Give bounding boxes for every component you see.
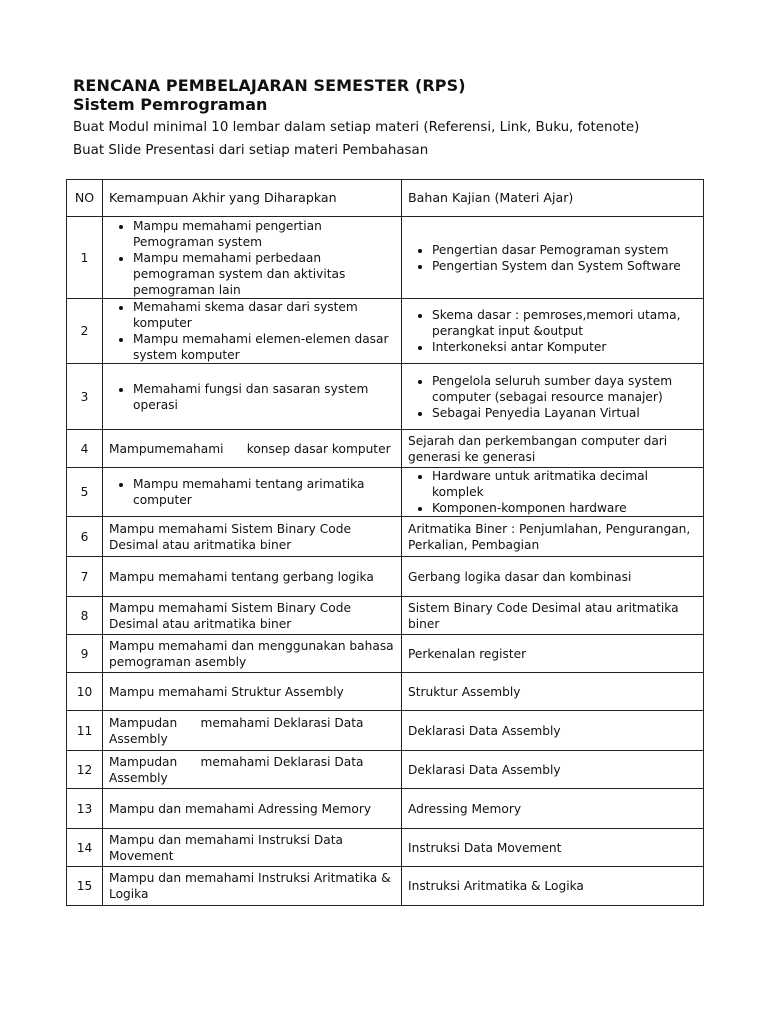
header-kemampuan: Kemampuan Akhir yang Diharapkan bbox=[103, 180, 402, 217]
cell-text: Instruksi Data Movement bbox=[408, 840, 562, 855]
bullet-item: • Mampu memahami tentang arimatika computer bbox=[133, 476, 395, 508]
bullet-item: • Memahami fungsi dan sasaran system operasi bbox=[133, 381, 395, 413]
bahan-kajian-cell bbox=[402, 364, 704, 430]
row-number: 7 bbox=[67, 557, 103, 597]
kemampuan-cell bbox=[103, 557, 402, 597]
cell-text: Mampumemahami konsep dasar komputer bbox=[109, 441, 391, 456]
table-row bbox=[67, 789, 704, 829]
table-row bbox=[67, 517, 704, 557]
kemampuan-cell bbox=[103, 217, 402, 299]
bahan-kajian-cell bbox=[402, 673, 704, 711]
kemampuan-cell bbox=[103, 635, 402, 673]
table-row bbox=[67, 635, 704, 673]
row-number: 2 bbox=[67, 299, 103, 364]
bullet-item: • Mampu memahami pengertian Pemograman system bbox=[133, 218, 395, 250]
kemampuan-cell bbox=[103, 364, 402, 430]
table-row bbox=[67, 751, 704, 789]
kemampuan-cell bbox=[103, 430, 402, 468]
cell-text: Mampu memahami Sistem Binary Code Desimal atau aritmatika biner bbox=[109, 521, 355, 552]
bullet-list bbox=[109, 299, 395, 363]
kemampuan-cell bbox=[103, 299, 402, 364]
bullet-item: • Memahami skema dasar dari system komputer bbox=[133, 299, 395, 331]
row-number: 5 bbox=[67, 468, 103, 517]
table-row bbox=[67, 597, 704, 635]
table-row bbox=[67, 468, 704, 517]
document-title: RENCANA PEMBELAJARAN SEMESTER (RPS) bbox=[73, 76, 466, 95]
cell-text: Deklarasi Data Assembly bbox=[408, 723, 561, 738]
kemampuan-cell bbox=[103, 751, 402, 789]
table-header-row bbox=[67, 180, 704, 217]
document-subtitle: Sistem Pemrograman bbox=[73, 95, 268, 114]
rps-table bbox=[66, 179, 704, 906]
instruction-note: Buat Modul minimal 10 lembar dalam setiap materi (Referensi, Link, Buku, fotenote) bbox=[73, 120, 640, 135]
cell-text: Sejarah dan perkembangan computer dari generasi ke generasi bbox=[408, 433, 672, 464]
bullet-item: • Pengertian dasar Pemograman system bbox=[432, 242, 697, 258]
row-number: 10 bbox=[67, 673, 103, 711]
table-row bbox=[67, 430, 704, 468]
bahan-kajian-cell bbox=[402, 789, 704, 829]
bullet-list bbox=[408, 242, 697, 274]
instruction-note: Buat Slide Presentasi dari setiap materi Pembahasan bbox=[73, 143, 429, 158]
bullet-list bbox=[109, 381, 395, 413]
bahan-kajian-cell bbox=[402, 635, 704, 673]
cell-text: Mampu memahami Struktur Assembly bbox=[109, 684, 344, 699]
bahan-kajian-cell bbox=[402, 751, 704, 789]
table-row bbox=[67, 673, 704, 711]
kemampuan-cell bbox=[103, 468, 402, 517]
cell-text: Perkenalan register bbox=[408, 646, 527, 661]
cell-text: Gerbang logika dasar dan kombinasi bbox=[408, 569, 632, 584]
cell-text: Mampu dan memahami Adressing Memory bbox=[109, 801, 372, 816]
kemampuan-cell bbox=[103, 597, 402, 635]
cell-text: Aritmatika Biner : Penjumlahan, Pengurangan, Perkalian, Pembagian bbox=[408, 521, 695, 552]
cell-text: Mampu dan memahami Instruksi Aritmatika & Logika bbox=[109, 871, 395, 901]
bahan-kajian-cell bbox=[402, 557, 704, 597]
table-row bbox=[67, 711, 704, 751]
bullet-list bbox=[109, 218, 395, 298]
table-row bbox=[67, 364, 704, 430]
bullet-item: • Hardware untuk aritmatika decimal komplek bbox=[432, 468, 697, 500]
kemampuan-cell bbox=[103, 517, 402, 557]
bahan-kajian-cell bbox=[402, 430, 704, 468]
table-row bbox=[67, 217, 704, 299]
bullet-item: • Pengelola seluruh sumber daya system computer (sebagai resource manajer) bbox=[432, 373, 697, 405]
cell-text: Mampudan memahami Deklarasi Data Assembly bbox=[109, 754, 368, 785]
header-bahan: Bahan Kajian (Materi Ajar) bbox=[402, 180, 704, 217]
cell-text: Sistem Binary Code Desimal atau aritmatika biner bbox=[408, 600, 683, 631]
bullet-item: • Sebagai Penyedia Layanan Virtual bbox=[432, 405, 697, 421]
row-number: 11 bbox=[67, 711, 103, 751]
cell-text: Adressing Memory bbox=[408, 801, 522, 816]
row-number: 13 bbox=[67, 789, 103, 829]
cell-text: Instruksi Aritmatika & Logika bbox=[408, 879, 584, 893]
bullet-item: • Mampu memahami elemen-elemen dasar system komputer bbox=[133, 331, 395, 363]
bullet-item: • Komponen-komponen hardware bbox=[432, 500, 697, 516]
cell-text: Deklarasi Data Assembly bbox=[408, 762, 561, 777]
row-number: 3 bbox=[67, 364, 103, 430]
row-number: 1 bbox=[67, 217, 103, 299]
row-number: 6 bbox=[67, 517, 103, 557]
kemampuan-cell bbox=[103, 711, 402, 751]
bahan-kajian-cell bbox=[402, 829, 704, 867]
bahan-kajian-cell bbox=[402, 517, 704, 557]
cell-text: Mampu memahami dan menggunakan bahasa pemograman asembly bbox=[109, 638, 398, 669]
row-number: 8 bbox=[67, 597, 103, 635]
kemampuan-cell bbox=[103, 673, 402, 711]
bullet-item: • Interkoneksi antar Komputer bbox=[432, 339, 697, 355]
bullet-list bbox=[408, 373, 697, 421]
kemampuan-cell bbox=[103, 789, 402, 829]
bullet-list bbox=[408, 468, 697, 516]
row-number: 9 bbox=[67, 635, 103, 673]
cell-text: Mampu memahami Sistem Binary Code Desimal atau aritmatika biner bbox=[109, 600, 355, 631]
bahan-kajian-cell bbox=[402, 867, 704, 906]
row-number: 12 bbox=[67, 751, 103, 789]
row-number: 15 bbox=[67, 867, 103, 906]
cell-text: Mampu dan memahami Instruksi Data Movement bbox=[109, 832, 347, 863]
bahan-kajian-cell bbox=[402, 711, 704, 751]
table-row bbox=[67, 867, 704, 906]
row-number: 4 bbox=[67, 430, 103, 468]
header-no: NO bbox=[67, 180, 103, 217]
cell-text: Mampudan memahami Deklarasi Data Assembly bbox=[109, 715, 368, 746]
bullet-list bbox=[109, 476, 395, 508]
bullet-list bbox=[408, 307, 697, 355]
kemampuan-cell bbox=[103, 829, 402, 867]
bahan-kajian-cell bbox=[402, 597, 704, 635]
bahan-kajian-cell bbox=[402, 217, 704, 299]
bullet-item: • Skema dasar : pemroses,memori utama, perangkat input &output bbox=[432, 307, 697, 339]
table-row bbox=[67, 829, 704, 867]
cell-text: Mampu memahami tentang gerbang logika bbox=[109, 569, 374, 584]
table-row bbox=[67, 299, 704, 364]
cell-text: Struktur Assembly bbox=[408, 684, 521, 699]
bahan-kajian-cell bbox=[402, 468, 704, 517]
bullet-item: • Pengertian System dan System Software bbox=[432, 258, 697, 274]
kemampuan-cell bbox=[103, 867, 402, 906]
bullet-item: • Mampu memahami perbedaan pemograman system dan aktivitas pemograman lain bbox=[133, 250, 395, 298]
table-row bbox=[67, 557, 704, 597]
bahan-kajian-cell bbox=[402, 299, 704, 364]
row-number: 14 bbox=[67, 829, 103, 867]
